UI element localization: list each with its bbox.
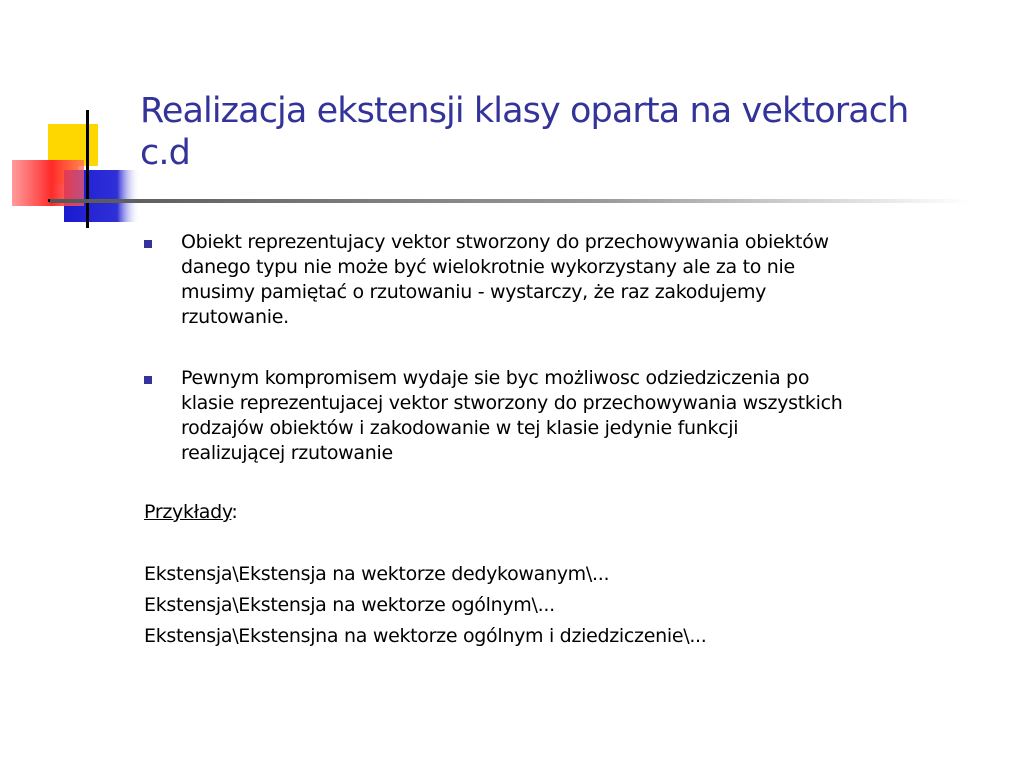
bullet-2-line-4: realizującej rzutowanie [181, 442, 393, 464]
slide-title-line-2: c.d [140, 133, 190, 173]
bullet-marker-1 [144, 240, 152, 248]
bullet-marker-2 [144, 376, 152, 384]
example-path-2: Ekstensja\Ekstensja na wektorze ogólnym\... [144, 594, 555, 616]
bullet-item-1 [181, 230, 1001, 330]
bullet-1-line-2: danego typu nie może być wielokrotnie wykorzystany ale za to nie [181, 256, 795, 278]
examples-colon: : [231, 501, 238, 523]
examples-heading [144, 500, 1004, 525]
example-path-1: Ekstensja\Ekstensja na wektorze dedykowanym\... [144, 563, 610, 585]
bullet-2-line-2: klasie reprezentujacej vektor stworzony do przechowywania wszystkich [181, 392, 843, 414]
bullet-2-line-3: rodzajów obiektów i zakodowanie w tej klasie jedynie funkcji [181, 417, 739, 439]
bullet-1-line-4: rzutowanie. [181, 306, 289, 328]
bullet-item-2 [181, 366, 1001, 466]
examples-link[interactable]: Przykłady [144, 501, 232, 523]
example-path-3: Ekstensja\Ekstensjna na wektorze ogólnym i dziedziczenie\... [144, 625, 707, 647]
bullet-1-line-1: Obiekt reprezentujacy vektor stworzony do przechowywania obiektów [181, 231, 829, 253]
slide-title-line-1: Realizacja ekstensji klasy oparta na vektorach [140, 91, 909, 131]
bullet-1-line-3: musimy pamiętać o rzutowaniu - wystarczy, że raz zakodujemy [181, 281, 767, 303]
bullet-2-line-1: Pewnym kompromisem wydaje sie byc możliwosc odziedziczenia po [181, 367, 810, 389]
